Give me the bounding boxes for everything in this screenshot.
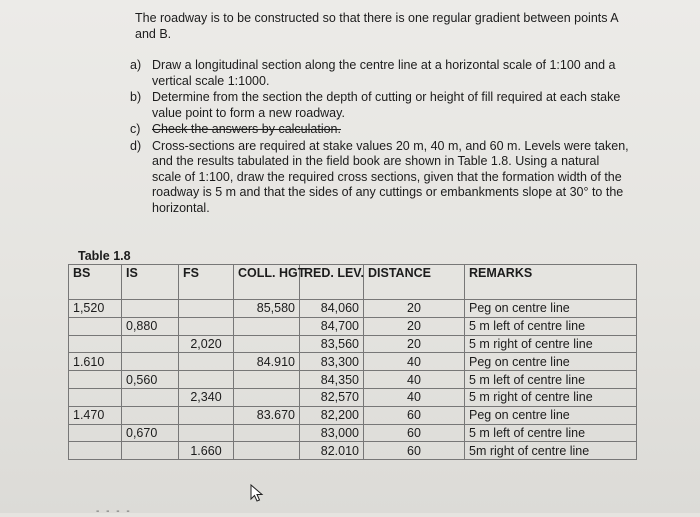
cell-is	[122, 335, 179, 353]
cell-red-lev: 83,560	[300, 335, 364, 353]
cell-coll-hgt	[234, 388, 300, 406]
task-d	[130, 139, 630, 217]
cell-fs: 2,020	[179, 335, 234, 353]
table-row	[69, 317, 637, 335]
cell-fs	[179, 300, 234, 318]
cell-fs: 1.660	[179, 442, 234, 460]
field-book-table	[68, 264, 637, 460]
cell-bs	[69, 317, 122, 335]
cell-is: 0,880	[122, 317, 179, 335]
task-text: Check the answers by calculation.	[152, 122, 341, 136]
task-list	[130, 58, 630, 217]
cell-bs: 1.470	[69, 406, 122, 424]
table-header-row	[69, 265, 637, 300]
task-c	[130, 122, 630, 138]
task-text: Draw a longitudinal section along the centre line at a horizontal scale of 1:100 and a vertical scale 1:1000.	[152, 58, 616, 88]
table-caption: Table 1.8	[78, 249, 131, 263]
cell-red-lev: 84,700	[300, 317, 364, 335]
cell-bs	[69, 335, 122, 353]
table-row	[69, 406, 637, 424]
cell-bs	[69, 371, 122, 389]
cell-coll-hgt: 85,580	[234, 300, 300, 318]
cell-is	[122, 406, 179, 424]
cell-is: 0,670	[122, 424, 179, 442]
cell-is: 0,560	[122, 371, 179, 389]
cell-coll-hgt: 83.670	[234, 406, 300, 424]
cell-fs	[179, 406, 234, 424]
task-label: b)	[130, 90, 142, 104]
table-row	[69, 335, 637, 353]
cell-red-lev: 83,000	[300, 424, 364, 442]
edge-mark: - - - -	[96, 506, 132, 517]
cell-remarks: 5 m left of centre line	[465, 371, 637, 389]
cell-is	[122, 353, 179, 371]
cell-is	[122, 442, 179, 460]
cell-remarks: Peg on centre line	[465, 353, 637, 371]
cell-fs	[179, 353, 234, 371]
cell-red-lev: 84,060	[300, 300, 364, 318]
cell-distance: 20	[364, 335, 465, 353]
table-row	[69, 371, 637, 389]
cell-coll-hgt: 84.910	[234, 353, 300, 371]
cell-remarks: 5 m left of centre line	[465, 424, 637, 442]
cell-remarks: 5 m right of centre line	[465, 388, 637, 406]
cell-distance: 20	[364, 300, 465, 318]
table-row	[69, 353, 637, 371]
cell-is	[122, 300, 179, 318]
cell-distance: 60	[364, 442, 465, 460]
cell-remarks: Peg on centre line	[465, 406, 637, 424]
header-distance: DISTANCE	[364, 265, 465, 300]
task-label: a)	[130, 58, 142, 72]
cell-is	[122, 388, 179, 406]
mouse-pointer-icon	[250, 484, 264, 502]
cell-bs: 1,520	[69, 300, 122, 318]
cell-fs	[179, 317, 234, 335]
cell-red-lev: 84,350	[300, 371, 364, 389]
cell-bs	[69, 388, 122, 406]
cell-distance: 60	[364, 406, 465, 424]
header-red-lev: RED. LEV.	[300, 265, 364, 300]
task-a	[130, 58, 630, 89]
cell-remarks: 5m right of centre line	[465, 442, 637, 460]
task-text: Determine from the section the depth of cutting or height of fill required at each stake value point to form a new roadway.	[152, 90, 621, 120]
table-row	[69, 300, 637, 318]
cell-red-lev: 82.010	[300, 442, 364, 460]
cell-red-lev: 82,570	[300, 388, 364, 406]
task-b	[130, 90, 630, 121]
table-row	[69, 388, 637, 406]
task-label: c)	[130, 122, 141, 136]
cell-coll-hgt	[234, 317, 300, 335]
cell-distance: 40	[364, 388, 465, 406]
cell-distance: 40	[364, 371, 465, 389]
intro-paragraph: The roadway is to be constructed so that there is one regular gradient between points A and B.	[135, 11, 618, 41]
cell-bs	[69, 442, 122, 460]
cell-fs: 2,340	[179, 388, 234, 406]
cell-red-lev: 82,200	[300, 406, 364, 424]
header-fs: FS	[179, 265, 234, 300]
cell-fs	[179, 371, 234, 389]
cell-coll-hgt	[234, 335, 300, 353]
table-row	[69, 442, 637, 460]
cell-red-lev: 83,300	[300, 353, 364, 371]
cell-remarks: Peg on centre line	[465, 300, 637, 318]
cell-distance: 40	[364, 353, 465, 371]
header-remarks: REMARKS	[465, 265, 637, 300]
table-row	[69, 424, 637, 442]
cell-remarks: 5 m right of centre line	[465, 335, 637, 353]
cell-coll-hgt	[234, 442, 300, 460]
cell-coll-hgt	[234, 424, 300, 442]
cell-bs	[69, 424, 122, 442]
header-bs: BS	[69, 265, 122, 300]
header-is: IS	[122, 265, 179, 300]
header-coll-hgt: COLL. HGT.	[234, 265, 300, 300]
cell-distance: 60	[364, 424, 465, 442]
cell-remarks: 5 m left of centre line	[465, 317, 637, 335]
cell-coll-hgt	[234, 371, 300, 389]
task-label: d)	[130, 138, 142, 153]
cell-distance: 20	[364, 317, 465, 335]
task-text: Cross-sections are required at stake values 20 m, 40 m, and 60 m. Levels were taken, and the results tabulated in the field book are shown in Table 1.8. Using a natural scale of 1:100, draw the required cross sections, given that the formation width of the roadway is 5 m and that the sides of any cuttings or embankments slope at 30° to the horizontal.	[152, 138, 629, 215]
cell-bs: 1.610	[69, 353, 122, 371]
cell-fs	[179, 424, 234, 442]
